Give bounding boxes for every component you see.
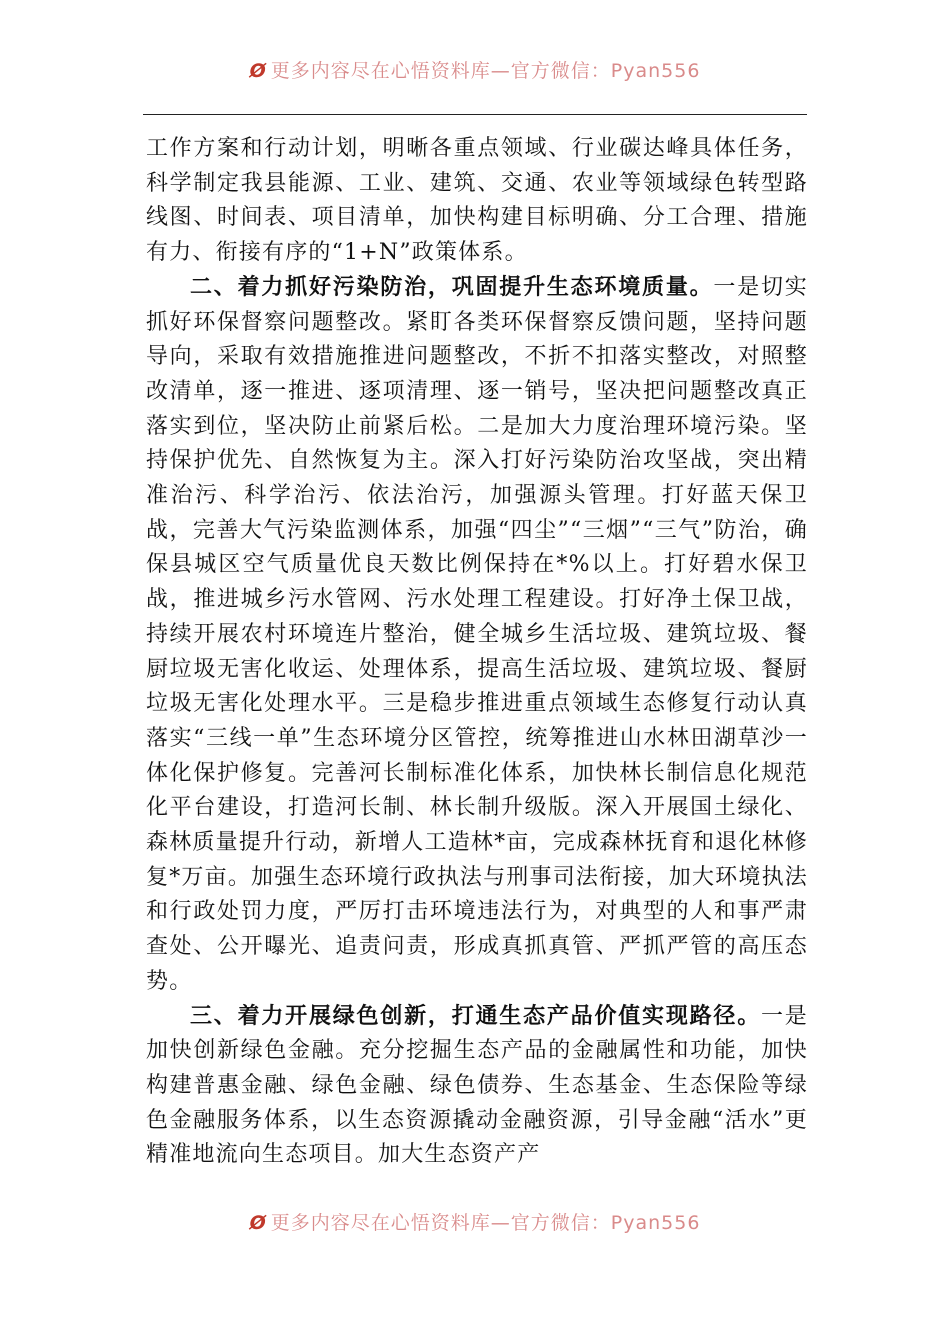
watermark-logo-icon: Ø: [249, 60, 267, 82]
paragraph-1: [146, 132, 808, 271]
header-rule: [143, 114, 807, 115]
paragraph-2: [146, 271, 808, 1000]
paragraph-2-text: 一是切实抓好环保督察问题整改。紧盯各类环保督察反馈问题，坚持问题导向，采取有效措施推进问题整改，不折不扣落实整改，对照整改清单，逐一推进、逐项清理、逐一销号，坚决把问题整改真正落实到位，坚决防止前紧后松。二是加大力度治理环境污染。坚持保护优先、自然恢复为主。深入打好污染防治攻坚战，突出精准治污、科学治污、依法治污，加强源头管理。打好蓝天保卫战，完善大气污染监测体系，加强“四尘”“三烟”“三气”防治，确保县城区空气质量优良天数比例保持在*%以上。打好碧水保卫战，推进城乡污水管网、污水处理工程建设。打好净土保卫战，持续开展农村环境连片整治，健全城乡生活垃圾、建筑垃圾、餐厨垃圾无害化收运、处理体系，提高生活垃圾、建筑垃圾、餐厨垃圾无害化处理水平。三是稳步推进重点领域生态修复行动认真落实“三线一单”生态环境分区管控，统筹推进山水林田湖草沙一体化保护修复。完善河长制标准化体系，加快林长制信息化规范化平台建设，打造河长制、林长制升级版。深入开展国土绿化、森林质量提升行动，新增人工造林*亩，完成森林抚育和退化林修复*万亩。加强生态环境行政执法与刑事司法衔接，加大环境执法和行政处罚力度，严厉打击环境违法行为，对典型的人和事严肃查处、公开曝光、追责问责，形成真抓真管、严抓严管的高压态势。: [146, 274, 808, 994]
watermark-text: 更多内容尽在心悟资料库—官方微信：Pyan556: [270, 60, 701, 82]
document-body: [146, 132, 808, 1202]
footer-watermark: [0, 1210, 950, 1236]
watermark-logo-icon: Ø: [249, 1212, 267, 1234]
header-watermark: [0, 58, 950, 84]
paragraph-3-text: 一是加快创新绿色金融。充分挖掘生态产品的金融属性和功能，加快构建普惠金融、绿色金融、绿色债券、生态基金、生态保险等绿色金融服务体系，以生态资源撬动金融资源，引导金融“活水”更精准地流向生态项目。加大生态资产产: [146, 1003, 808, 1168]
paragraph-2-heading: 二、着力抓好污染防治，巩固提升生态环境质量。: [190, 274, 714, 300]
paragraph-3-heading: 三、着力开展绿色创新，打通生态产品价值实现路径。: [190, 1003, 761, 1029]
watermark-text: 更多内容尽在心悟资料库—官方微信：Pyan556: [270, 1212, 701, 1234]
paragraph-1-text: 工作方案和行动计划，明晰各重点领域、行业碳达峰具体任务，科学制定我县能源、工业、建筑、交通、农业等领域绿色转型路线图、时间表、项目清单，加快构建目标明确、分工合理、措施有力、衔接有序的“1+N”政策体系。: [146, 136, 808, 266]
paragraph-3: [146, 1000, 808, 1174]
